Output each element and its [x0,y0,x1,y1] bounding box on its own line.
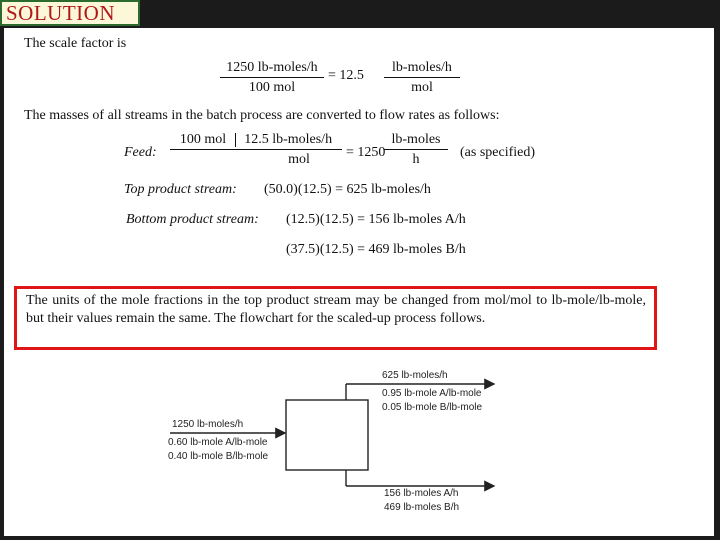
highlight-paragraph: The units of the mole fractions in the top product stream may be changed from mol/mol to lb-mole/lb-mole, but their values remain the same. The flowchart for the scaled-up process follows. [26,293,646,326]
bottom-flow-b: 469 lb-moles B/h [384,502,460,513]
solution-title: SOLUTION [0,0,140,26]
feed-den-text: mol [288,152,310,167]
scale-frac1-den: 100 mol [248,80,296,95]
flowchart-diagram [8,28,710,534]
scale-frac2-num: lb-moles/h [392,60,452,75]
frame-left [0,0,4,540]
top-product-label: Top product stream: [124,182,237,197]
feed-fraction-a: 0.60 lb-mole A/lb-mole [168,437,268,448]
top-fraction-b: 0.05 lb-mole B/lb-mole [382,402,483,413]
feed-unit-num: lb-moles [391,132,441,147]
top-fraction-a: 0.95 lb-mole A/lb-mole [382,388,482,399]
feed-unit-den: h [412,152,420,167]
document-page [8,28,710,534]
bottom-product-expr-b: (37.5)(12.5) = 469 lb-moles B/h [286,242,466,257]
scale-frac1-num: 1250 lb-moles/h [226,60,318,75]
feed-num-rate: 12.5 lb-moles/h [244,132,333,147]
feed-num-mol: 100 mol [179,132,227,147]
top-flow-label: 625 lb-moles/h [382,370,448,381]
bottom-flow-a: 156 lb-moles A/h [384,488,459,499]
scale-frac2-den: mol [411,80,433,95]
scale-equals: = 12.5 [328,68,364,83]
bottom-product-expr-a: (12.5)(12.5) = 156 lb-moles A/h [286,212,466,227]
frame-right [714,0,720,540]
feed-flow-label: 1250 lb-moles/h [172,419,244,430]
bottom-product-label: Bottom product stream: [126,212,259,227]
feed-fraction-b: 0.40 lb-mole B/lb-mole [168,451,269,462]
process-unit-box [286,400,368,470]
frame-bottom [0,536,720,540]
feed-equals: = 1250 [346,145,386,160]
top-product-expr: (50.0)(12.5) = 625 lb-moles/h [264,182,431,197]
feed-note: (as specified) [460,145,536,160]
scale-intro: The scale factor is [24,36,127,51]
feed-label: Feed: [124,145,157,160]
masses-intro: The masses of all streams in the batch process are converted to flow rates as follows: [24,108,500,123]
